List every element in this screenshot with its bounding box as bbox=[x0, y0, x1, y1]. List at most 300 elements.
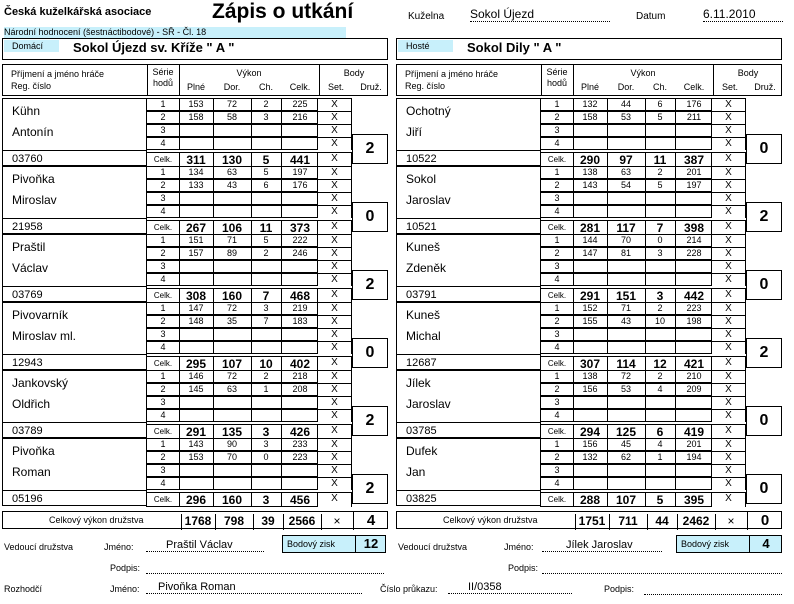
away-series-row bbox=[540, 438, 712, 451]
licence-label: Číslo průkazu: bbox=[380, 584, 438, 594]
referee-label: Rozhodčí bbox=[4, 584, 43, 594]
away-player-reg: 03791 bbox=[406, 289, 437, 301]
away-player-reg: 10522 bbox=[406, 153, 437, 165]
home-series-row bbox=[146, 260, 318, 273]
away-hdr-name: Příjmení a jméno hráče bbox=[405, 69, 499, 79]
away-series-value: 6 bbox=[657, 99, 663, 109]
away-player-firstname: Jiří bbox=[406, 125, 422, 139]
home-series-row bbox=[146, 409, 318, 422]
home-hdr-druz: Druž. bbox=[360, 82, 382, 92]
home-cell-line bbox=[179, 206, 180, 217]
away-celk-label: Celk. bbox=[547, 427, 567, 436]
home-series-value: 63 bbox=[226, 384, 237, 394]
away-series-value: 70 bbox=[620, 235, 631, 245]
home-series-value: 218 bbox=[292, 371, 308, 381]
away-series-value: 228 bbox=[686, 248, 702, 258]
away-cell-line bbox=[607, 138, 608, 149]
away-series-row bbox=[540, 464, 712, 477]
away-set-cell: X bbox=[712, 438, 746, 451]
home-set-cell: X bbox=[318, 166, 352, 179]
home-cell-line bbox=[213, 138, 214, 149]
home-set-cell: X bbox=[318, 356, 352, 371]
away-total-value: 107 bbox=[615, 493, 637, 507]
home-series-value: 145 bbox=[188, 384, 204, 394]
away-series-row bbox=[540, 409, 712, 422]
home-cell-line bbox=[251, 261, 252, 272]
home-set-cell: X bbox=[318, 179, 352, 192]
away-player-reg-line bbox=[396, 354, 541, 355]
away-player-firstname: Michal bbox=[406, 329, 441, 343]
home-series-value: 35 bbox=[226, 316, 237, 326]
home-cell-line bbox=[179, 261, 180, 272]
referee-podpis-label: Podpis: bbox=[604, 584, 635, 594]
away-series-value: 2 bbox=[657, 371, 663, 381]
home-series-value: 134 bbox=[188, 167, 204, 177]
home-series-num: 1 bbox=[160, 303, 166, 313]
home-series-num: 2 bbox=[160, 452, 166, 462]
away-cell-line bbox=[675, 206, 676, 217]
home-series-value: 1 bbox=[263, 384, 269, 394]
away-series-value: 5 bbox=[657, 112, 663, 122]
away-leader-name[interactable]: Jílek Jaroslav bbox=[542, 539, 662, 552]
away-cell-line bbox=[607, 397, 608, 408]
home-cell-line bbox=[213, 329, 214, 340]
home-total-value: 291 bbox=[185, 425, 207, 439]
away-cell-line bbox=[573, 465, 574, 476]
home-series-row bbox=[146, 328, 318, 341]
away-series-num: 4 bbox=[554, 478, 560, 488]
home-series-row bbox=[146, 315, 318, 328]
away-total-celk: 2462 bbox=[677, 514, 714, 530]
home-series-row bbox=[146, 383, 318, 396]
home-series-num: 3 bbox=[160, 465, 166, 475]
association-name: Česká kuželkářská asociace bbox=[4, 6, 152, 18]
away-set-cell: X bbox=[712, 179, 746, 192]
away-series-row bbox=[540, 302, 712, 315]
away-total-x: × bbox=[715, 514, 746, 530]
away-series-value: 144 bbox=[582, 235, 598, 245]
away-total-value: 442 bbox=[683, 289, 705, 303]
away-player-block bbox=[396, 438, 782, 506]
away-set-cell: X bbox=[712, 273, 746, 286]
home-set-cell: X bbox=[318, 220, 352, 235]
home-total-row bbox=[146, 492, 318, 507]
away-series-value: 194 bbox=[686, 452, 702, 462]
home-score-panel bbox=[2, 64, 388, 508]
away-series-value: 81 bbox=[620, 248, 631, 258]
away-cell-line bbox=[645, 138, 646, 149]
home-jmeno-label: Jméno: bbox=[104, 542, 134, 552]
away-set-cell: X bbox=[712, 111, 746, 124]
referee-podpis-line[interactable] bbox=[644, 583, 782, 595]
away-series-value: 152 bbox=[582, 303, 598, 313]
home-series-value: 72 bbox=[226, 303, 237, 313]
home-cell-line bbox=[179, 478, 180, 489]
home-series-row bbox=[146, 192, 318, 205]
home-player-block bbox=[2, 438, 388, 506]
away-series-value: 210 bbox=[686, 371, 702, 381]
home-series-num: 3 bbox=[160, 125, 166, 135]
home-cell-line bbox=[213, 261, 214, 272]
away-col-header bbox=[396, 64, 782, 96]
away-total-points: 0 bbox=[747, 512, 782, 530]
home-cell-line bbox=[281, 138, 282, 149]
away-hdr-celk: Celk. bbox=[683, 82, 705, 92]
away-team-total-label: Celkový výkon družstva bbox=[443, 515, 538, 525]
away-series-value: 0 bbox=[657, 235, 663, 245]
home-hdr-body: Body bbox=[343, 68, 365, 78]
home-series-num: 4 bbox=[160, 342, 166, 352]
away-total-row bbox=[540, 288, 712, 303]
away-cell-line bbox=[675, 125, 676, 136]
home-player-firstname: Miroslav bbox=[12, 193, 57, 207]
away-set-cell: X bbox=[712, 260, 746, 273]
away-total-row bbox=[540, 152, 712, 167]
away-series-num: 4 bbox=[554, 410, 560, 420]
away-series-row bbox=[540, 137, 712, 150]
home-celk-label: Celk. bbox=[153, 359, 173, 368]
home-cell-line bbox=[179, 465, 180, 476]
referee-name[interactable]: Pivoňka Roman bbox=[146, 581, 362, 594]
home-cell-line bbox=[213, 342, 214, 353]
home-series-row bbox=[146, 234, 318, 247]
away-series-value: 198 bbox=[686, 316, 702, 326]
away-set-cell: X bbox=[712, 370, 746, 383]
home-series-row bbox=[146, 179, 318, 192]
home-bodovy-label: Bodový zisk bbox=[287, 539, 336, 549]
home-series-value: 90 bbox=[226, 439, 237, 449]
away-cell-line bbox=[645, 410, 646, 421]
rating-note: Národní hodnocení (šestnáctibodové) - SŘ - Čl. 18 bbox=[4, 27, 346, 38]
home-total-x: × bbox=[321, 514, 352, 530]
home-series-num: 1 bbox=[160, 235, 166, 245]
kuzelna-label: Kuželna bbox=[408, 11, 445, 22]
home-set-cell: X bbox=[318, 137, 352, 150]
home-series-row bbox=[146, 247, 318, 260]
away-set-cell: X bbox=[712, 424, 746, 439]
away-series-num: 2 bbox=[554, 180, 560, 190]
away-player-points: 0 bbox=[746, 270, 782, 300]
home-set-cell: X bbox=[318, 315, 352, 328]
away-cell-line bbox=[607, 193, 608, 204]
home-series-value: 153 bbox=[188, 452, 204, 462]
home-set-cell: X bbox=[318, 247, 352, 260]
away-series-value: 54 bbox=[620, 180, 631, 190]
away-cell-line bbox=[645, 397, 646, 408]
away-series-value: 138 bbox=[582, 371, 598, 381]
home-set-cell: X bbox=[318, 205, 352, 218]
home-cell-line bbox=[213, 274, 214, 285]
home-cell-line bbox=[213, 206, 214, 217]
home-player-block bbox=[2, 166, 388, 234]
away-bodovy-label: Bodový zisk bbox=[681, 539, 730, 549]
away-cell-line bbox=[645, 274, 646, 285]
away-series-row bbox=[540, 179, 712, 192]
away-cell-line bbox=[607, 465, 608, 476]
home-player-block bbox=[2, 234, 388, 302]
away-player-points: 0 bbox=[746, 474, 782, 504]
datum-label: Datum bbox=[636, 11, 666, 22]
away-set-cell: X bbox=[712, 192, 746, 205]
away-celk-label: Celk. bbox=[547, 223, 567, 232]
away-series-value: 44 bbox=[620, 99, 631, 109]
home-series-num: 3 bbox=[160, 397, 166, 407]
away-series-value: 211 bbox=[686, 112, 702, 122]
away-bodovy-value: 4 bbox=[749, 536, 782, 552]
licence-value[interactable]: II/0358 bbox=[448, 581, 572, 594]
away-series-row bbox=[540, 383, 712, 396]
away-jmeno-label: Jméno: bbox=[504, 542, 534, 552]
away-cell-line bbox=[573, 410, 574, 421]
away-series-row bbox=[540, 166, 712, 179]
home-cell-line bbox=[213, 397, 214, 408]
home-series-value: 133 bbox=[188, 180, 204, 190]
home-cell-line bbox=[251, 478, 252, 489]
away-series-value: 62 bbox=[620, 452, 631, 462]
away-series-row bbox=[540, 205, 712, 218]
away-series-value: 4 bbox=[657, 384, 663, 394]
home-series-row bbox=[146, 98, 318, 111]
away-hdr-serie2: hodů bbox=[546, 78, 568, 88]
home-total-value: 373 bbox=[289, 221, 311, 235]
home-series-num: 2 bbox=[160, 248, 166, 258]
away-series-row bbox=[540, 477, 712, 490]
home-total-value: 160 bbox=[221, 493, 243, 507]
away-total-value: 5 bbox=[656, 493, 664, 507]
away-cell-line bbox=[675, 410, 676, 421]
away-series-value: 143 bbox=[582, 180, 598, 190]
away-series-row bbox=[540, 341, 712, 354]
home-total-value: 426 bbox=[289, 425, 311, 439]
away-set-cell: X bbox=[712, 247, 746, 260]
home-player-surname: Pivovarník bbox=[12, 308, 69, 322]
home-celk-label: Celk. bbox=[153, 291, 173, 300]
away-series-value: 2 bbox=[657, 303, 663, 313]
home-leader-name[interactable]: Praštil Václav bbox=[146, 539, 264, 552]
home-series-value: 219 bbox=[292, 303, 308, 313]
away-player-surname: Jílek bbox=[406, 376, 431, 390]
away-total-value: 307 bbox=[579, 357, 601, 371]
home-player-surname: Jankovský bbox=[12, 376, 69, 390]
home-team-name: Sokol Újezd sv. Kříže " A " bbox=[73, 40, 235, 55]
home-col-header bbox=[2, 64, 388, 96]
away-player-surname: Kuneš bbox=[406, 240, 441, 254]
away-total-value: 117 bbox=[616, 221, 636, 235]
away-series-num: 3 bbox=[554, 125, 560, 135]
home-player-reg-line bbox=[2, 490, 147, 491]
away-cell-line bbox=[675, 274, 676, 285]
home-total-row bbox=[146, 288, 318, 303]
away-series-row bbox=[540, 396, 712, 409]
home-hdr-celk: Celk. bbox=[289, 82, 311, 92]
away-series-num: 4 bbox=[554, 138, 560, 148]
away-player-block bbox=[396, 234, 782, 302]
away-cell-line bbox=[573, 193, 574, 204]
home-total-value: 296 bbox=[185, 493, 207, 507]
away-series-value: 156 bbox=[582, 439, 598, 449]
away-series-num: 3 bbox=[554, 329, 560, 339]
away-total-value: 125 bbox=[615, 425, 637, 439]
home-series-value: 89 bbox=[226, 248, 237, 258]
home-player-surname: Kühn bbox=[12, 104, 41, 118]
home-total-value: 3 bbox=[262, 493, 270, 507]
away-total-value: 419 bbox=[683, 425, 705, 439]
away-player-block bbox=[396, 98, 782, 166]
away-series-num: 1 bbox=[554, 167, 560, 177]
home-set-cell: X bbox=[318, 464, 352, 477]
home-series-value: 63 bbox=[226, 167, 237, 177]
home-cell-line bbox=[281, 397, 282, 408]
away-player-block bbox=[396, 166, 782, 234]
away-series-row bbox=[540, 328, 712, 341]
home-total-points: 4 bbox=[353, 512, 388, 530]
away-cell-line bbox=[675, 329, 676, 340]
away-series-value: 5 bbox=[657, 180, 663, 190]
away-cell-line bbox=[675, 397, 676, 408]
home-player-reg-line bbox=[2, 150, 147, 151]
away-cell-line bbox=[645, 329, 646, 340]
home-set-cell: X bbox=[318, 260, 352, 273]
away-cell-line bbox=[573, 206, 574, 217]
home-hdr-serie2: hodů bbox=[152, 78, 174, 88]
away-player-points: 2 bbox=[746, 338, 782, 368]
home-player-reg: 21958 bbox=[12, 221, 43, 233]
away-series-row bbox=[540, 192, 712, 205]
away-total-value: 281 bbox=[579, 221, 601, 235]
home-cell-line bbox=[251, 397, 252, 408]
home-series-row bbox=[146, 124, 318, 137]
home-series-value: 222 bbox=[292, 235, 308, 245]
home-series-value: 2 bbox=[263, 99, 269, 109]
away-total-value: 97 bbox=[619, 153, 633, 167]
away-player-points: 0 bbox=[746, 406, 782, 436]
away-series-num: 1 bbox=[554, 371, 560, 381]
home-hdr-plne: Plné bbox=[186, 82, 205, 92]
home-series-value: 5 bbox=[263, 167, 269, 177]
home-player-block bbox=[2, 302, 388, 370]
home-series-value: 0 bbox=[263, 452, 269, 462]
away-cell-line bbox=[607, 329, 608, 340]
home-team-box bbox=[2, 38, 388, 60]
home-total-value: 130 bbox=[221, 153, 243, 167]
away-player-firstname: Zdeněk bbox=[406, 261, 447, 275]
away-cell-line bbox=[645, 478, 646, 489]
home-bodovy-value: 12 bbox=[355, 536, 386, 552]
home-cell-line bbox=[251, 138, 252, 149]
away-cell-line bbox=[573, 138, 574, 149]
away-set-cell: X bbox=[712, 302, 746, 315]
away-player-firstname: Jan bbox=[406, 465, 426, 479]
home-series-num: 2 bbox=[160, 384, 166, 394]
away-podpis-line[interactable] bbox=[542, 562, 782, 574]
home-hdr-reg: Reg. číslo bbox=[11, 81, 52, 91]
home-celk-label: Celk. bbox=[153, 155, 173, 164]
home-cell-line bbox=[179, 138, 180, 149]
home-cell-line bbox=[213, 125, 214, 136]
home-set-cell: X bbox=[318, 328, 352, 341]
away-set-cell: X bbox=[712, 234, 746, 247]
away-total-value: 395 bbox=[683, 493, 705, 507]
away-total-value: 290 bbox=[579, 153, 601, 167]
home-set-cell: X bbox=[318, 396, 352, 409]
away-hdr-dor: Dor. bbox=[617, 82, 635, 92]
away-series-value: 3 bbox=[657, 248, 663, 258]
home-series-value: 43 bbox=[226, 180, 237, 190]
away-series-value: 176 bbox=[686, 99, 702, 109]
home-cell-line bbox=[281, 342, 282, 353]
home-podpis-line[interactable] bbox=[146, 562, 384, 574]
away-cell-line bbox=[645, 261, 646, 272]
away-cell-line bbox=[675, 138, 676, 149]
home-series-row bbox=[146, 370, 318, 383]
away-podpis-label: Podpis: bbox=[508, 563, 539, 573]
away-player-surname: Dufek bbox=[406, 444, 438, 458]
home-series-value: 147 bbox=[188, 303, 204, 313]
away-series-value: 53 bbox=[620, 384, 631, 394]
away-player-reg-line bbox=[396, 422, 541, 423]
away-series-num: 3 bbox=[554, 193, 560, 203]
home-series-row bbox=[146, 111, 318, 124]
away-series-row bbox=[540, 315, 712, 328]
home-total-value: 135 bbox=[221, 425, 243, 439]
home-total-value: 456 bbox=[289, 493, 311, 507]
home-series-row bbox=[146, 302, 318, 315]
home-series-num: 1 bbox=[160, 371, 166, 381]
home-series-num: 3 bbox=[160, 329, 166, 339]
away-set-cell: X bbox=[712, 315, 746, 328]
away-series-value: 132 bbox=[582, 99, 598, 109]
home-player-reg-line bbox=[2, 286, 147, 287]
home-cell-line bbox=[251, 274, 252, 285]
home-cell-line bbox=[251, 193, 252, 204]
home-cell-line bbox=[281, 329, 282, 340]
away-set-cell: X bbox=[712, 220, 746, 235]
home-set-cell: X bbox=[318, 341, 352, 354]
away-series-row bbox=[540, 247, 712, 260]
home-series-row bbox=[146, 166, 318, 179]
home-series-value: 72 bbox=[226, 371, 237, 381]
kuzelna-value: Sokol Újezd bbox=[470, 7, 610, 22]
away-player-block bbox=[396, 302, 782, 370]
home-player-firstname: Antonín bbox=[12, 125, 54, 139]
away-set-cell: X bbox=[712, 396, 746, 409]
home-series-value: 7 bbox=[263, 316, 269, 326]
home-total-plne: 1768 bbox=[181, 514, 214, 530]
away-set-cell: X bbox=[712, 124, 746, 137]
home-player-block bbox=[2, 98, 388, 166]
home-series-num: 4 bbox=[160, 138, 166, 148]
home-series-value: 70 bbox=[226, 452, 237, 462]
away-player-reg-line bbox=[396, 150, 541, 151]
away-set-cell: X bbox=[712, 464, 746, 477]
home-series-value: 148 bbox=[188, 316, 204, 326]
home-total-value: 3 bbox=[262, 425, 270, 439]
home-set-cell: X bbox=[318, 152, 352, 167]
away-series-num: 2 bbox=[554, 452, 560, 462]
home-player-surname: Pivoňka bbox=[12, 172, 55, 186]
away-series-value: 156 bbox=[582, 384, 598, 394]
away-set-cell: X bbox=[712, 137, 746, 150]
home-cell-line bbox=[179, 410, 180, 421]
away-cell-line bbox=[573, 274, 574, 285]
away-total-row bbox=[540, 424, 712, 439]
home-player-firstname: Miroslav ml. bbox=[12, 329, 77, 343]
home-hdr-ch: Ch. bbox=[258, 82, 273, 92]
away-total-value: 291 bbox=[579, 289, 601, 303]
away-set-cell: X bbox=[712, 166, 746, 179]
home-set-cell: X bbox=[318, 492, 352, 507]
away-series-num: 2 bbox=[554, 248, 560, 258]
